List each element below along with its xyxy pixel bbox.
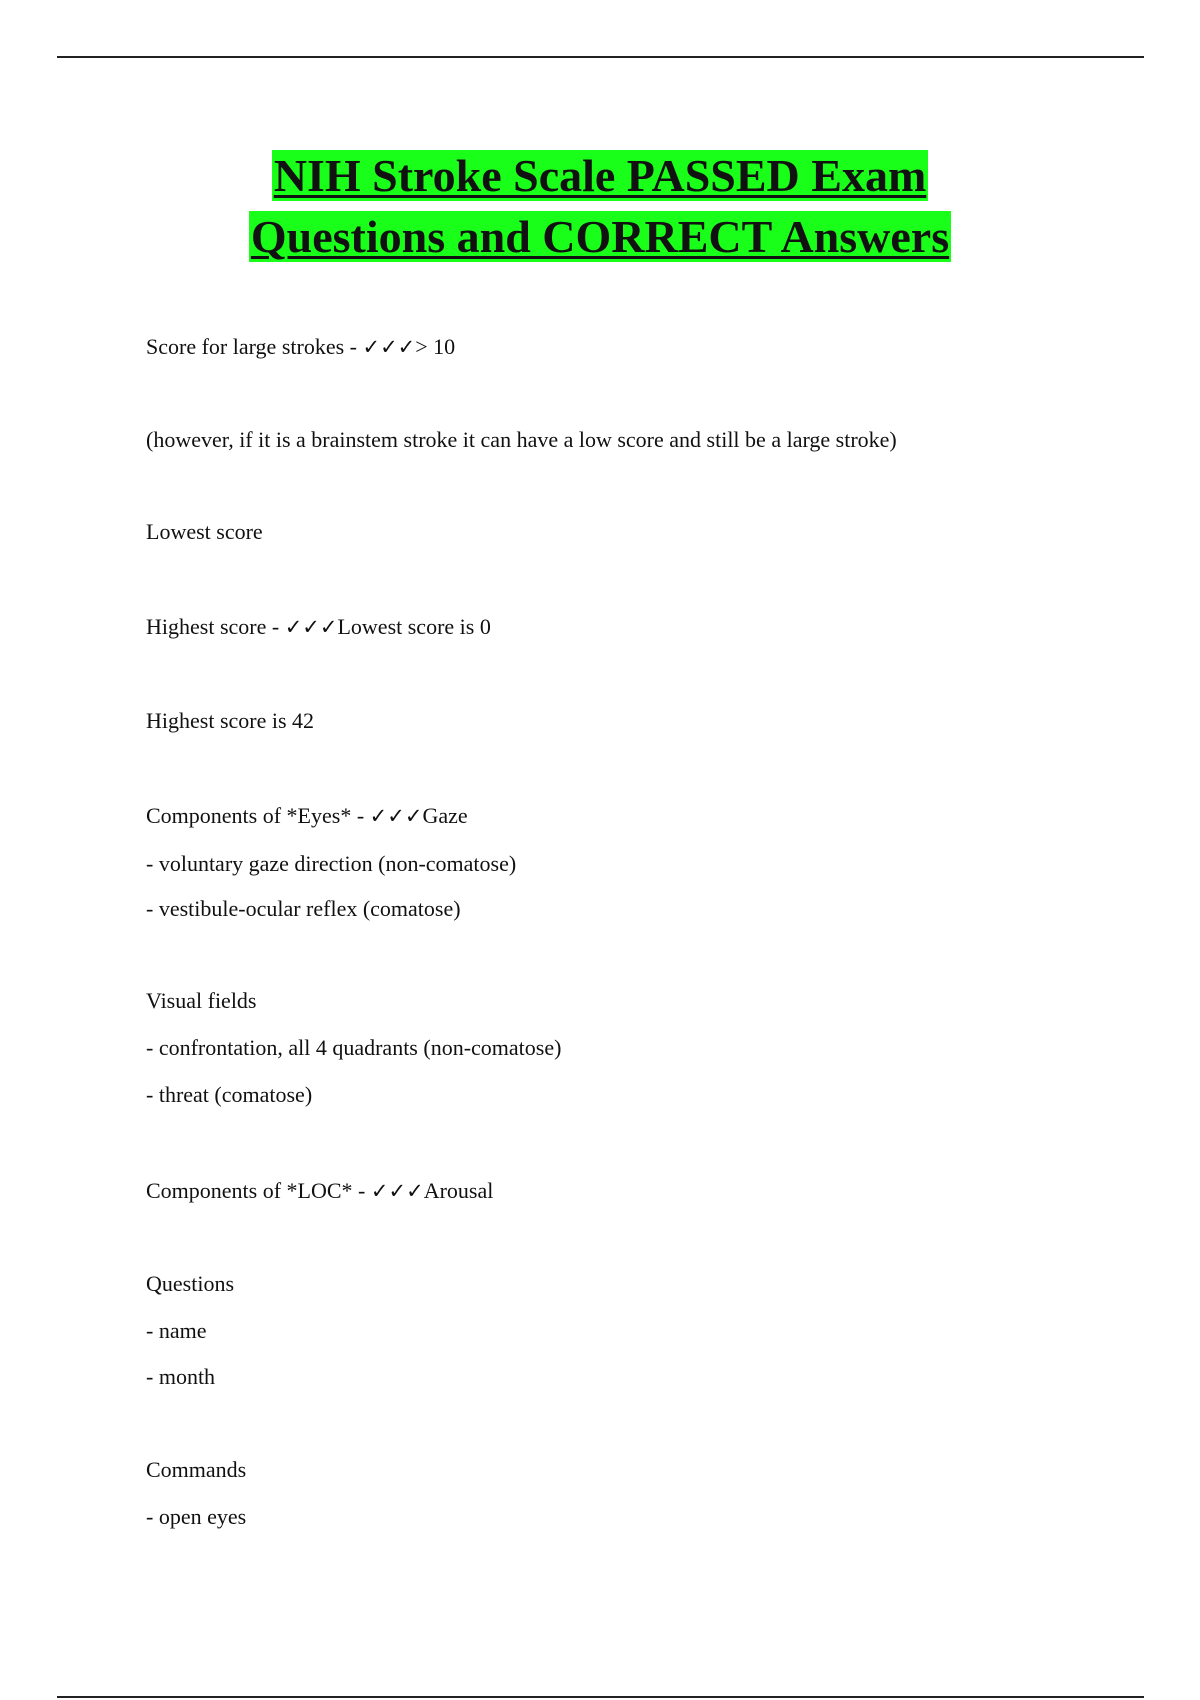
list-item-month: - month — [146, 1364, 216, 1389]
paragraph-lowest-score: Lowest score — [146, 519, 263, 544]
answer-text: Gaze — [422, 803, 468, 828]
title-line-2: Questions and CORRECT Answers — [250, 211, 950, 262]
list-item-vestibule-ocular: - vestibule-ocular reflex (comatose) — [146, 896, 461, 921]
checkmark-icon: ✓✓✓ — [284, 615, 338, 639]
question-text: Score for large strokes - — [146, 334, 363, 359]
question-text: Components of *LOC* - — [146, 1178, 371, 1203]
answer-text: Lowest score is 0 — [337, 614, 491, 639]
question-text: Highest score - — [146, 614, 285, 639]
checkmark-icon: ✓✓✓ — [369, 804, 423, 828]
paragraph-questions: Questions — [146, 1271, 234, 1296]
qa-large-strokes — [146, 334, 455, 360]
footer-rule — [57, 1696, 1144, 1698]
document-title — [0, 145, 1200, 267]
checkmark-icon: ✓✓✓ — [370, 1179, 424, 1203]
answer-text: > 10 — [415, 334, 456, 359]
list-item-confrontation: - confrontation, all 4 quadrants (non-comatose) — [146, 1035, 562, 1060]
paragraph-brainstem-note: (however, if it is a brainstem stroke it can have a low score and still be a large stroke) — [146, 427, 897, 452]
list-item-threat: - threat (comatose) — [146, 1082, 313, 1107]
header-rule — [57, 56, 1144, 58]
paragraph-visual-fields: Visual fields — [146, 988, 257, 1013]
qa-highest-score — [146, 614, 491, 640]
paragraph-commands: Commands — [146, 1457, 247, 1482]
list-item-name: - name — [146, 1318, 207, 1343]
qa-components-eyes — [146, 803, 468, 829]
list-item-voluntary-gaze: - voluntary gaze direction (non-comatose) — [146, 851, 517, 876]
list-item-open-eyes: - open eyes — [146, 1504, 247, 1529]
title-line-1: NIH Stroke Scale PASSED Exam — [273, 150, 927, 201]
question-text: Components of *Eyes* - — [146, 803, 370, 828]
paragraph-highest-score-42: Highest score is 42 — [146, 708, 315, 733]
checkmark-icon: ✓✓✓ — [362, 335, 416, 359]
answer-text: Arousal — [423, 1178, 494, 1203]
qa-components-loc — [146, 1178, 493, 1204]
